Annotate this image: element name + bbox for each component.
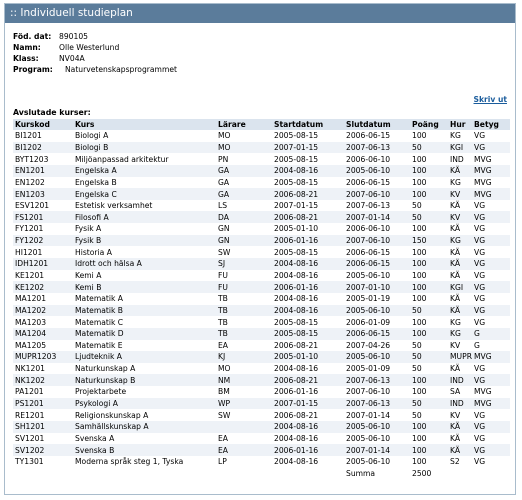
class-label: Klass: (13, 54, 39, 63)
cell-how: KÄ (448, 421, 472, 433)
cell-grade: VG (472, 258, 510, 270)
cell-start-date: 2006-01-16 (272, 235, 344, 247)
table-row (13, 153, 510, 165)
table-row (13, 421, 510, 433)
cell-start-date: 2004-08-16 (274, 294, 319, 304)
cell-course-code: FS1201 (13, 211, 73, 223)
cell-points: 50 (410, 142, 448, 154)
cell-grade: VG (474, 457, 486, 467)
cell-how: KV (448, 188, 472, 200)
column-header-teacher: Lärare (216, 119, 272, 130)
cell-teacher: WP (216, 398, 272, 410)
cell-course-code: BYT1203 (15, 154, 49, 164)
cell-course-code: KE1201 (15, 271, 45, 280)
cell-teacher: TB (218, 294, 228, 304)
cell-course-code: MA1201 (15, 294, 47, 304)
cell-grade: VG (474, 224, 486, 234)
cell-course-code: MA1203 (15, 317, 47, 327)
cell-points: 50 (410, 305, 448, 317)
cell-course-name: Matematik A (75, 294, 123, 304)
cell-how: MUPR (450, 352, 472, 362)
cell-points: 100 (410, 281, 448, 293)
table-row (13, 235, 510, 247)
cell-teacher: SW (218, 410, 231, 420)
table-row (13, 363, 510, 375)
cell-how: KÄ (450, 247, 461, 257)
cell-grade: VG (472, 281, 510, 293)
cell-end-date: 2007-06-13 (344, 142, 410, 154)
cell-end-date: 2006-06-15 (344, 258, 410, 270)
cell-course-name: Projektarbete (75, 387, 127, 397)
cell-course-code: BI1201 (15, 131, 42, 141)
cell-course-code: KE1202 (13, 281, 73, 293)
cell-start-date: 2004-08-16 (272, 305, 344, 317)
cell-points: 100 (412, 317, 427, 327)
cell-how: KV (450, 410, 461, 420)
cell-grade: VG (474, 410, 486, 420)
cell-start-date: 2005-08-15 (274, 131, 319, 141)
cell-teacher: EA (218, 340, 228, 350)
cell-course-code: EN1201 (13, 165, 73, 177)
table-row (13, 433, 510, 445)
cell-course-code: MA1205 (15, 340, 47, 350)
cell-how: IND (448, 374, 472, 386)
column-header-points: Poäng (410, 119, 448, 130)
cell-start-date: 2005-08-15 (274, 317, 319, 327)
birth-date-row (13, 31, 177, 42)
cell-course-name: Svenska B (73, 444, 216, 456)
column-header-grade: Betyg (472, 119, 510, 130)
table-row (13, 246, 510, 258)
cell-course-code: RE1201 (15, 410, 45, 420)
cell-end-date: 2007-01-14 (344, 444, 410, 456)
cell-how: KÄ (450, 294, 461, 304)
table-header-row (13, 119, 510, 130)
cell-teacher: GN (218, 224, 230, 234)
cell-end-date: 2005-06-10 (346, 457, 391, 467)
cell-course-name: Kemi A (75, 271, 102, 280)
student-info (13, 31, 177, 75)
table-row (13, 188, 510, 200)
page-title: :: Individuell studieplan (5, 4, 515, 23)
cell-points: 50 (410, 351, 448, 363)
cell-points: 100 (410, 328, 448, 340)
cell-course-name: Engelska A (73, 165, 216, 177)
cell-start-date: 2006-01-16 (272, 444, 344, 456)
course-rows (13, 130, 510, 468)
cell-points: 150 (410, 235, 448, 247)
table-row (13, 211, 510, 223)
column-header-how: Hur (448, 119, 472, 130)
sum-spacer (216, 468, 272, 480)
cell-course-code: HI1201 (15, 247, 43, 257)
cell-course-name: Idrott och hälsa A (73, 258, 216, 270)
cell-course-name: Fysik A (75, 224, 102, 234)
cell-course-name: Psykologi A (73, 398, 216, 410)
table-row (13, 258, 510, 270)
name-row (13, 42, 177, 53)
cell-end-date: 2005-06-10 (344, 165, 410, 177)
cell-how: KÄ (450, 271, 461, 280)
cell-teacher: GA (216, 165, 272, 177)
cell-grade: VG (472, 211, 510, 223)
cell-end-date: 2005-06-10 (346, 271, 391, 280)
cell-points: 100 (410, 188, 448, 200)
cell-teacher: GN (216, 235, 272, 247)
cell-how: KG (450, 177, 461, 187)
cell-grade: G (474, 340, 480, 350)
cell-grade: MVG (474, 154, 492, 164)
cell-course-code: FY1202 (13, 235, 73, 247)
cell-how: KÄ (448, 444, 472, 456)
cell-course-code: SV1202 (13, 444, 73, 456)
cell-end-date: 2006-06-10 (346, 154, 391, 164)
cell-course-code: MA1204 (13, 328, 73, 340)
section-title: Avslutade kurser: (13, 108, 91, 117)
cell-start-date: 2006-01-16 (272, 281, 344, 293)
cell-teacher: DA (216, 211, 272, 223)
cell-course-code: PA1201 (15, 387, 44, 397)
cell-end-date: 2007-04-26 (346, 340, 391, 350)
cell-course-name: Naturkunskap A (75, 364, 136, 374)
sum-spacer (448, 468, 472, 480)
cell-end-date: 2007-01-10 (344, 281, 410, 293)
cell-course-name: Fysik B (73, 235, 216, 247)
cell-teacher: LS (218, 201, 228, 211)
column-header-course: Kurs (73, 119, 216, 130)
cell-end-date: 2006-06-15 (346, 247, 391, 257)
cell-course-name: Filosofi A (73, 211, 216, 223)
cell-course-code: IDH1201 (13, 258, 73, 270)
cell-grade: VG (474, 433, 486, 443)
cell-points: 50 (412, 410, 422, 420)
cell-grade: VG (474, 131, 486, 141)
cell-points: 100 (410, 165, 448, 177)
cell-start-date: 2006-08-21 (274, 410, 319, 420)
cell-points: 100 (412, 433, 427, 443)
class-row (13, 53, 177, 64)
table-row (13, 293, 510, 305)
cell-start-date: 2004-08-16 (272, 165, 344, 177)
courses-table (13, 119, 510, 479)
cell-course-name: Engelska C (73, 188, 216, 200)
cell-teacher: MO (218, 364, 231, 374)
cell-points: 50 (412, 364, 422, 374)
cell-how: KÄ (450, 224, 461, 234)
program-row (13, 64, 177, 75)
class-value: NV04A (59, 54, 85, 63)
table-row (13, 409, 510, 421)
cell-start-date: 2006-01-16 (274, 387, 319, 397)
cell-start-date: 2007-01-15 (272, 142, 344, 154)
cell-points: 100 (410, 444, 448, 456)
cell-start-date: 2006-08-21 (272, 211, 344, 223)
cell-points: 100 (412, 177, 427, 187)
cell-start-date: 2004-08-16 (272, 421, 344, 433)
cell-how: S2 (450, 457, 460, 467)
birth-date-value: 890105 (59, 32, 88, 41)
cell-course-name: Svenska A (75, 433, 115, 443)
cell-start-date: 2006-08-21 (272, 374, 344, 386)
cell-grade: MVG (472, 165, 510, 177)
table-row (13, 351, 510, 363)
cell-grade: MVG (474, 177, 492, 187)
table-row (13, 374, 510, 386)
cell-course-name: Matematik B (73, 305, 216, 317)
table-row (13, 142, 510, 154)
cell-teacher: GA (216, 188, 272, 200)
cell-how: IND (450, 154, 464, 164)
table-row (13, 328, 510, 340)
cell-points: 100 (410, 421, 448, 433)
cell-course-name: Moderna språk steg 1, Tyska (75, 457, 184, 467)
cell-end-date: 2007-01-14 (344, 211, 410, 223)
cell-teacher: PN (218, 154, 229, 164)
cell-how: KG (448, 235, 472, 247)
cell-teacher: FU (216, 281, 272, 293)
cell-start-date: 2005-08-15 (272, 328, 344, 340)
table-row (13, 223, 510, 235)
cell-points: 100 (412, 271, 427, 280)
cell-teacher: KJ (216, 351, 272, 363)
cell-course-code: TY1301 (15, 457, 44, 467)
table-row (13, 177, 510, 189)
cell-course-code: NK1202 (13, 374, 73, 386)
cell-start-date: 2005-08-15 (274, 247, 319, 257)
cell-course-name: Samhällskunskap A (73, 421, 216, 433)
cell-end-date: 2007-06-10 (344, 188, 410, 200)
name-label: Namn: (13, 43, 41, 52)
cell-start-date: 2007-01-15 (272, 398, 344, 410)
table-row (13, 456, 510, 468)
cell-course-code: PS1201 (13, 398, 73, 410)
cell-points: 50 (410, 211, 448, 223)
name-value: Olle Westerlund (59, 43, 120, 52)
table-row (13, 398, 510, 410)
cell-points: 100 (410, 374, 448, 386)
sum-spacer (13, 468, 73, 480)
table-row (13, 281, 510, 293)
cell-start-date: 2007-01-15 (274, 201, 319, 211)
table-row (13, 340, 510, 352)
sum-spacer (272, 468, 344, 480)
cell-start-date: 2004-08-16 (274, 457, 319, 467)
cell-end-date: 2007-06-13 (344, 374, 410, 386)
sum-spacer (472, 468, 510, 480)
cell-teacher: MO (218, 131, 231, 141)
cell-grade: VG (474, 271, 486, 280)
cell-points: 100 (412, 247, 427, 257)
cell-course-name: Historia A (75, 247, 112, 257)
cell-end-date: 2005-06-10 (344, 421, 410, 433)
cell-course-name: Biologi A (75, 131, 109, 141)
cell-course-code: MA1202 (13, 305, 73, 317)
cell-course-code: MUPR1203 (13, 351, 73, 363)
cell-how: KG (450, 131, 461, 141)
cell-start-date: 2006-08-21 (274, 340, 319, 350)
cell-points: 50 (412, 340, 422, 350)
cell-course-code: BI1202 (13, 142, 73, 154)
cell-grade: VG (472, 444, 510, 456)
cell-start-date: 2004-08-16 (274, 271, 319, 280)
table-row (13, 444, 510, 456)
cell-grade: VG (474, 294, 486, 304)
column-header-course-code: Kurskod (13, 119, 73, 130)
cell-how: KGI (448, 142, 472, 154)
cell-points: 50 (410, 398, 448, 410)
study-plan-panel (4, 3, 516, 495)
cell-course-name: Matematik C (75, 317, 124, 327)
cell-course-code: FY1201 (15, 224, 44, 234)
table-row (13, 130, 510, 142)
birth-date-label: Föd. dat: (13, 32, 52, 41)
cell-teacher: LP (218, 457, 227, 467)
cell-how: SA (450, 387, 461, 397)
cell-points: 100 (412, 131, 427, 141)
table-row (13, 165, 510, 177)
table-row (13, 270, 510, 282)
cell-teacher: EA (216, 444, 272, 456)
cell-how: KG (448, 328, 472, 340)
cell-course-code: SH1201 (13, 421, 73, 433)
cell-start-date: 2006-08-21 (272, 188, 344, 200)
cell-end-date: 2005-01-19 (346, 294, 391, 304)
cell-grade: VG (474, 364, 486, 374)
cell-how: KÄ (448, 258, 472, 270)
cell-teacher: SW (218, 247, 231, 257)
cell-how: KV (448, 211, 472, 223)
program-value: Naturvetenskapsprogrammet (65, 65, 177, 74)
cell-course-name: Matematik E (75, 340, 123, 350)
cell-end-date: 2006-01-09 (346, 317, 391, 327)
cell-end-date: 2006-06-15 (346, 177, 391, 187)
cell-course-code: ESV1201 (15, 201, 50, 211)
cell-end-date: 2006-06-10 (346, 224, 391, 234)
cell-start-date: 2005-01-10 (274, 224, 319, 234)
cell-start-date: 2005-08-15 (274, 154, 319, 164)
cell-grade: VG (474, 201, 486, 211)
cell-grade: VG (472, 142, 510, 154)
sum-value: 2500 (410, 468, 448, 480)
cell-teacher: TB (216, 328, 272, 340)
cell-how: KG (450, 317, 461, 327)
cell-course-code: EN1202 (15, 177, 45, 187)
cell-grade: MVG (472, 188, 510, 200)
column-header-end-date: Slutdatum (344, 119, 410, 130)
cell-course-name: Engelska B (75, 177, 117, 187)
cell-teacher (216, 421, 272, 433)
cell-course-name: Biologi B (73, 142, 216, 154)
cell-points: 100 (412, 154, 427, 164)
cell-teacher: TB (218, 317, 228, 327)
cell-how: KÄ (450, 201, 461, 211)
sum-spacer (73, 468, 216, 480)
table-row (13, 305, 510, 317)
cell-grade: VG (472, 235, 510, 247)
table-row (13, 316, 510, 328)
cell-course-name: Ljudteknik A (73, 351, 216, 363)
cell-grade: VG (472, 421, 510, 433)
cell-how: KÄ (448, 305, 472, 317)
cell-end-date: 2007-06-10 (344, 235, 410, 247)
cell-points: 100 (412, 294, 427, 304)
cell-points: 50 (412, 201, 422, 211)
cell-course-name: Religionskunskap A (75, 410, 149, 420)
program-label: Program: (13, 65, 53, 74)
cell-end-date: 2005-06-10 (344, 305, 410, 317)
cell-grade: G (472, 328, 510, 340)
cell-start-date: 2005-01-10 (272, 351, 344, 363)
cell-grade: VG (474, 317, 486, 327)
cell-teacher: NM (216, 374, 272, 386)
cell-course-name: Miljöanpassad arkitektur (75, 154, 169, 164)
sum-label: Summa (344, 468, 410, 480)
cell-course-code: SV1201 (15, 433, 45, 443)
cell-course-code: EN1203 (13, 188, 73, 200)
cell-teacher: SJ (216, 258, 272, 270)
cell-teacher: BM (218, 387, 230, 397)
cell-end-date: 2005-06-10 (346, 433, 391, 443)
cell-end-date: 2005-06-10 (344, 351, 410, 363)
cell-grade: VG (472, 374, 510, 386)
cell-how: KGI (448, 281, 472, 293)
table-row (13, 200, 510, 212)
cell-end-date: 2007-01-14 (346, 410, 391, 420)
cell-course-name: Estetisk verksamhet (75, 201, 153, 211)
cell-points: 100 (412, 224, 427, 234)
print-link[interactable]: Skriv ut (473, 95, 507, 104)
cell-points: 100 (410, 258, 448, 270)
cell-how: KÄ (450, 433, 461, 443)
cell-how: KÄ (450, 364, 461, 374)
cell-start-date: 2004-08-16 (274, 433, 319, 443)
cell-end-date: 2006-06-15 (344, 328, 410, 340)
cell-course-name: Matematik D (73, 328, 216, 340)
cell-how: IND (448, 398, 472, 410)
cell-grade: VG (474, 247, 486, 257)
cell-course-code: NK1201 (15, 364, 45, 374)
cell-how: KÄ (448, 165, 472, 177)
cell-points: 100 (412, 387, 427, 397)
cell-grade: MVG (472, 351, 510, 363)
cell-points: 100 (412, 457, 427, 467)
sum-row (13, 468, 510, 480)
cell-teacher: TB (216, 305, 272, 317)
cell-how: KV (450, 340, 461, 350)
cell-teacher: FU (218, 271, 228, 280)
cell-start-date: 2004-08-16 (272, 258, 344, 270)
cell-end-date: 2005-01-09 (346, 364, 391, 374)
cell-end-date: 2007-06-13 (344, 398, 410, 410)
table-row (13, 386, 510, 398)
cell-end-date: 2007-06-13 (346, 201, 391, 211)
cell-start-date: 2005-08-15 (274, 177, 319, 187)
cell-grade: VG (472, 305, 510, 317)
cell-grade: MVG (474, 387, 492, 397)
cell-teacher: MO (216, 142, 272, 154)
cell-end-date: 2006-06-15 (346, 131, 391, 141)
cell-teacher: EA (218, 433, 228, 443)
cell-teacher: GA (218, 177, 230, 187)
cell-course-name: Naturkunskap B (73, 374, 216, 386)
cell-grade: MVG (472, 398, 510, 410)
cell-course-name: Kemi B (73, 281, 216, 293)
cell-end-date: 2007-06-10 (346, 387, 391, 397)
cell-start-date: 2004-08-16 (274, 364, 319, 374)
column-header-start-date: Startdatum (272, 119, 344, 130)
